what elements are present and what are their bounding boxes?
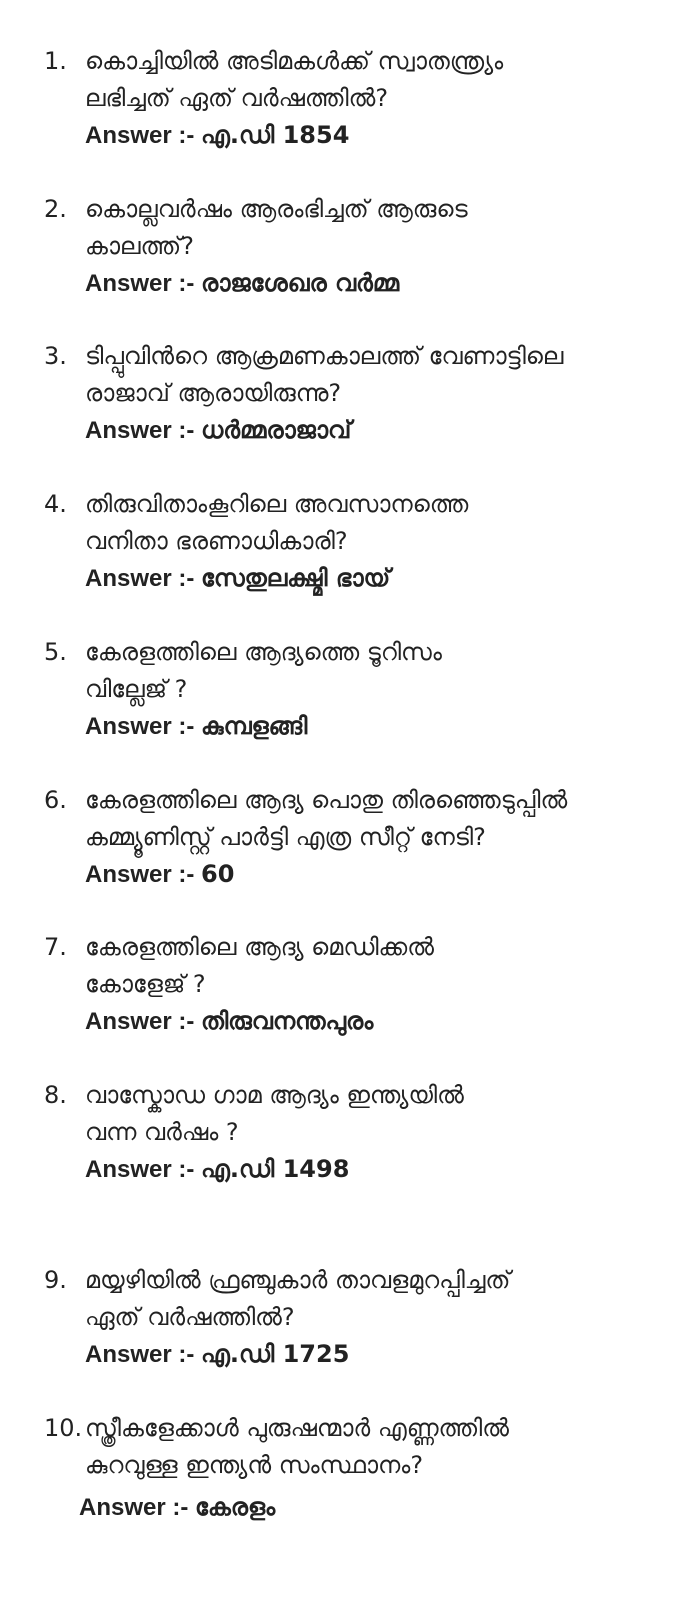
answer	[85, 856, 234, 893]
question-number: 2.	[44, 195, 67, 223]
answer-label: Answer :-	[85, 713, 195, 740]
question-text	[85, 929, 695, 1003]
answer-label: Answer :-	[85, 1156, 195, 1183]
answer-value: രാജശേഖര വർമ്മ	[201, 269, 400, 297]
answer-label: Answer :-	[85, 565, 195, 592]
answer	[85, 560, 390, 597]
answer	[79, 1489, 275, 1526]
question-line: ഏത് വർഷത്തിൽ?	[85, 1303, 295, 1331]
answer-label: Answer :-	[85, 861, 195, 888]
question-line: കാലത്ത്?	[85, 232, 194, 260]
question-line: തിരുവിതാംകൂറിലെ അവസാനത്തെ	[85, 490, 469, 518]
answer-value: എ.ഡി 1854	[201, 121, 350, 149]
question-line: വനിതാ ഭരണാധികാരി?	[85, 527, 348, 555]
answer-value: എ.ഡി 1725	[201, 1340, 350, 1368]
answer-label: Answer :-	[85, 1341, 195, 1368]
question-line: വാസ്കോഡ ഗാമ ആദ്യം ഇന്ത്യയിൽ	[85, 1081, 464, 1109]
question-text	[85, 338, 695, 412]
answer-value: തിരുവനന്തപുരം	[201, 1007, 374, 1035]
question-line: കൊച്ചിയിൽ അടിമകൾക്ക് സ്വാതന്ത്ര്യം	[85, 47, 504, 75]
answer	[85, 1336, 349, 1373]
answer	[85, 708, 307, 745]
answer	[85, 265, 399, 302]
answer-value: എ.ഡി 1498	[201, 1155, 350, 1183]
question-number: 8.	[44, 1081, 67, 1109]
question-line: ടിപ്പുവിൻറെ ആക്രമണകാലത്ത് വേണാട്ടിലെ	[85, 342, 564, 370]
answer	[85, 1003, 373, 1040]
answer-label: Answer :-	[85, 270, 195, 297]
question-line: കേരളത്തിലെ ആദ്യ മെഡിക്കൽ	[85, 933, 434, 961]
question-text	[85, 634, 695, 708]
question-number: 4.	[44, 490, 67, 518]
answer-value: 60	[201, 860, 235, 888]
question-line: മയ്യഴിയിൽ ഫ്രഞ്ചുകാർ താവളമുറപ്പിച്ചത്	[85, 1266, 511, 1294]
question-line: കമ്മ്യൂണിസ്റ്റ് പാർട്ടി എത്ര സീറ്റ് നേടി?	[85, 823, 486, 851]
question-number: 1.	[44, 47, 67, 75]
question-line: വില്ലേജ് ?	[85, 675, 188, 703]
answer-label: Answer :-	[85, 1008, 195, 1035]
question-number: 6.	[44, 786, 67, 814]
question-line: രാജാവ് ആരായിരുന്നു?	[85, 379, 342, 407]
question-number: 10.	[44, 1414, 83, 1442]
question-number: 7.	[44, 933, 67, 961]
answer-value: കുമ്പളങ്ങി	[201, 712, 308, 740]
question-number: 9.	[44, 1266, 67, 1294]
answer-label: Answer :-	[85, 122, 195, 149]
question-text	[85, 782, 695, 856]
answer	[85, 412, 351, 449]
answer-value: കേരളം	[195, 1493, 276, 1521]
question-line: വന്ന വർഷം ?	[85, 1118, 239, 1146]
question-number: 5.	[44, 638, 67, 666]
answer-label: Answer :-	[85, 417, 195, 444]
question-line: സ്ത്രീകളേക്കാൾ പുരുഷന്മാർ എണ്ണത്തിൽ	[85, 1414, 509, 1442]
answer	[85, 117, 349, 154]
answer-label: Answer :-	[79, 1494, 189, 1521]
question-line: കേരളത്തിലെ ആദ്യ പൊതു തിരഞ്ഞെടുപ്പിൽ	[85, 786, 568, 814]
question-text	[85, 486, 695, 560]
question-line: കുറവുള്ള ഇന്ത്യൻ സംസ്ഥാനം?	[85, 1451, 424, 1479]
question-line: കേരളത്തിലെ ആദ്യത്തെ ടൂറിസം	[85, 638, 442, 666]
question-text	[85, 191, 695, 265]
question-number: 3.	[44, 342, 67, 370]
question-text	[85, 1262, 695, 1336]
question-line: കോളേജ് ?	[85, 970, 206, 998]
question-text	[85, 1410, 695, 1484]
question-text	[85, 1077, 695, 1151]
answer-value: സേതുലക്ഷ്മി ഭായ്	[201, 564, 391, 592]
answer-value: ധർമ്മരാജാവ്	[201, 416, 352, 444]
answer	[85, 1151, 349, 1188]
question-line: കൊല്ലവർഷം ആരംഭിച്ചത് ആരുടെ	[85, 195, 468, 223]
question-text	[85, 43, 695, 117]
question-line: ലഭിച്ചത് ഏത് വർഷത്തിൽ?	[85, 84, 389, 112]
